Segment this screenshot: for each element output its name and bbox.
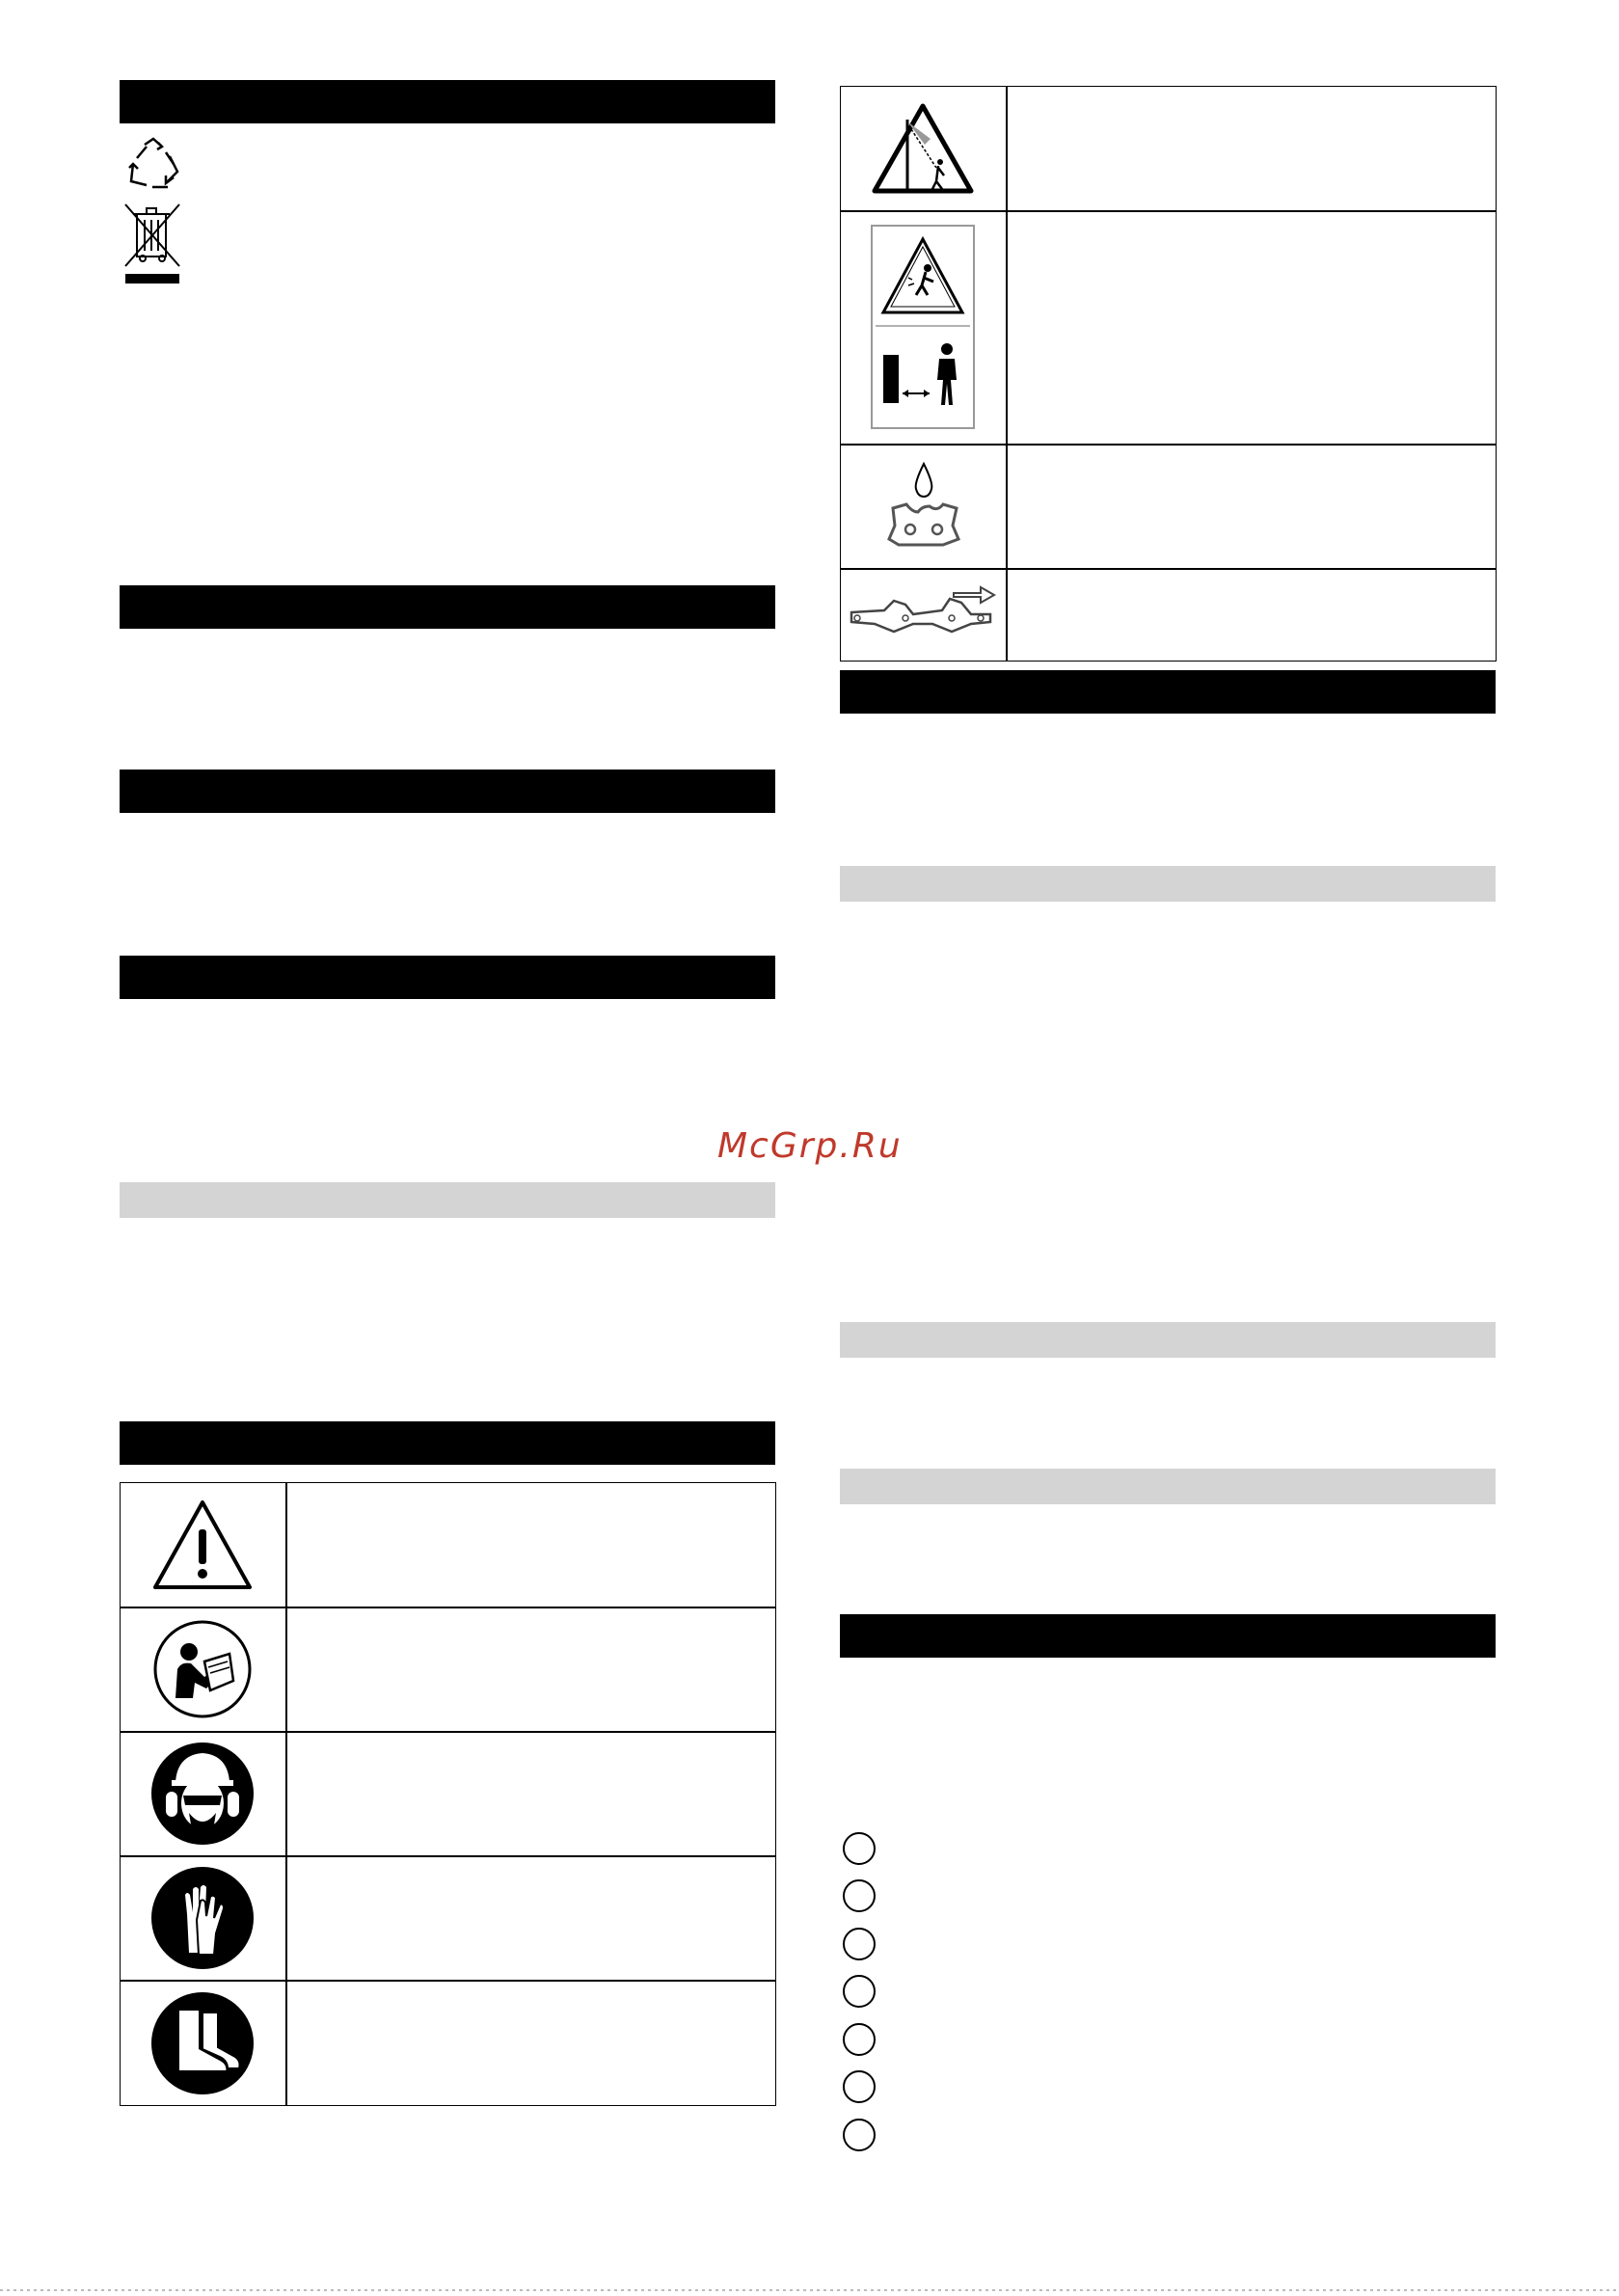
list-item-marker bbox=[843, 1928, 876, 1960]
list-item-marker bbox=[843, 1832, 876, 1865]
crossed-bin-icon bbox=[121, 201, 183, 285]
list-item-marker bbox=[843, 2119, 876, 2151]
section-header-bar bbox=[120, 1421, 775, 1465]
chain-oil-icon bbox=[840, 444, 1006, 568]
list-item-marker bbox=[843, 2023, 876, 2056]
section-header-bar bbox=[120, 80, 775, 123]
section-header-bar bbox=[120, 585, 775, 629]
section-header-bar bbox=[120, 770, 775, 813]
chain-direction-icon bbox=[840, 568, 1006, 662]
subsection-header-bar bbox=[840, 1322, 1496, 1358]
warning-triangle-icon bbox=[120, 1482, 285, 1607]
section-header-bar bbox=[840, 670, 1496, 714]
page-edge bbox=[0, 2289, 1619, 2291]
read-manual-icon bbox=[120, 1607, 285, 1731]
subsection-header-bar bbox=[840, 866, 1496, 902]
subsection-header-bar bbox=[840, 1469, 1496, 1504]
list-item-marker bbox=[843, 1975, 876, 2008]
head-eye-ear-protection-icon bbox=[120, 1731, 285, 1855]
list-item-marker bbox=[843, 2070, 876, 2103]
watermark: McGrp.Ru bbox=[717, 1126, 903, 1166]
recycle-icon bbox=[123, 135, 183, 193]
bystander-distance-warning-icon bbox=[840, 210, 1006, 444]
section-header-bar bbox=[840, 1614, 1496, 1658]
safety-boots-icon bbox=[120, 1980, 285, 2106]
protective-gloves-icon bbox=[120, 1855, 285, 1980]
falling-tree-warning-icon bbox=[840, 86, 1006, 210]
subsection-header-bar bbox=[120, 1182, 775, 1218]
list-item-marker bbox=[843, 1879, 876, 1912]
section-header-bar bbox=[120, 956, 775, 999]
